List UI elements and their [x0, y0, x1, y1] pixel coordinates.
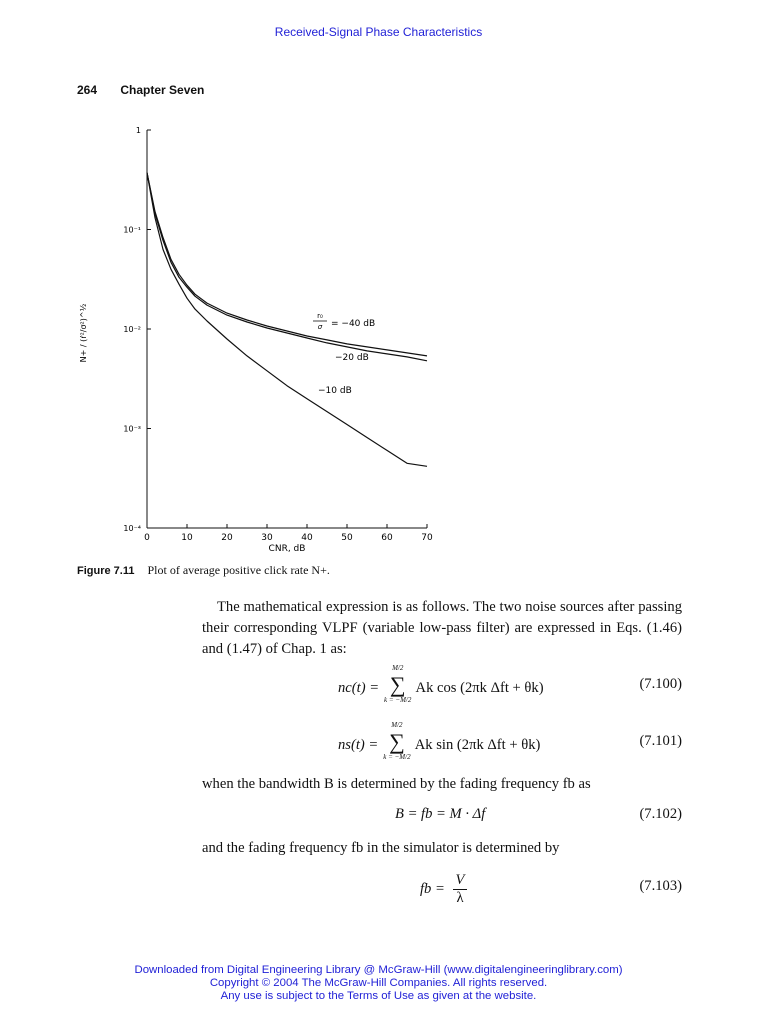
- eq100-rhs: Ak cos (2πk Δft + θk): [415, 680, 544, 696]
- eq102-expr: B = fb = M · Δf: [395, 806, 486, 822]
- eq103-numerator: V: [453, 872, 468, 890]
- eq101-sum: [383, 721, 411, 761]
- footer-notice: [0, 964, 757, 1003]
- chart-ticks: [123, 126, 433, 543]
- label-20db: −20 dB: [335, 353, 369, 363]
- x-tick-label: 60: [381, 533, 393, 543]
- eq102-number: (7.102): [639, 806, 682, 822]
- eq100-lhs: nc(t) =: [338, 680, 380, 696]
- x-tick-label: 0: [144, 533, 150, 543]
- y-tick-label: 10⁻⁴: [123, 524, 141, 533]
- label-10db: −10 dB: [318, 386, 352, 396]
- figure-caption-text: Plot of average positive click rate N+.: [147, 563, 330, 577]
- chart-axes: [147, 130, 427, 528]
- chart-series: [147, 173, 427, 467]
- y-axis-label: [79, 303, 88, 362]
- eq100-sum-upper: M/2: [392, 664, 404, 672]
- annotation-ratio: [313, 312, 375, 331]
- paragraph-3: and the fading frequency fb in the simulator is determined by: [202, 840, 560, 856]
- page-header-link[interactable]: Received-Signal Phase Characteristics: [274, 25, 483, 39]
- series-line-0: [147, 173, 427, 356]
- ratio-numerator: r₀: [317, 312, 323, 320]
- ratio-denominator: σ: [317, 323, 323, 331]
- x-tick-label: 10: [181, 533, 193, 543]
- eq101-sum-lower: k = −M/2: [383, 753, 411, 761]
- y-tick-label: 10⁻²: [123, 325, 141, 334]
- eq100-number: (7.100): [639, 676, 682, 692]
- eq101-rhs: Ak sin (2πk Δft + θk): [414, 737, 541, 753]
- x-tick-label: 50: [341, 533, 353, 543]
- sigma-icon: ∑: [389, 729, 405, 754]
- eq101-sum-upper: M/2: [391, 721, 403, 729]
- eq100-sum: [384, 664, 412, 704]
- footer-copyright: Copyright © 2004 The McGraw-Hill Companies. All rights reserved.: [209, 977, 548, 989]
- figure-caption: [77, 563, 330, 578]
- eq100-sum-lower: k = −M/2: [384, 696, 412, 704]
- series-line-2: [147, 173, 427, 467]
- x-tick-label: 40: [301, 533, 313, 543]
- x-tick-label: 20: [221, 533, 233, 543]
- x-axis-label: CNR, dB: [268, 544, 306, 554]
- footer-link-line[interactable]: Downloaded from Digital Engineering Library @ McGraw-Hill (www.digitalengineeringlibrary.com): [134, 964, 623, 976]
- y-tick-label: 10⁻¹: [123, 225, 141, 235]
- y-axis-label-text: N+ / (ṙ²/σ²)^½: [79, 303, 88, 363]
- eq103-number: (7.103): [639, 878, 682, 894]
- sigma-icon: ∑: [389, 672, 406, 697]
- paragraph-2: when the bandwidth B is determined by the fading frequency fb as: [202, 776, 591, 792]
- y-tick-label: 1: [135, 126, 141, 135]
- x-tick-label: 70: [421, 533, 433, 543]
- chapter-title: Chapter Seven: [120, 83, 205, 97]
- eq101-number: (7.101): [639, 733, 682, 749]
- label-40db: = −40 dB: [331, 319, 376, 329]
- x-tick-label: 30: [261, 533, 273, 543]
- eq103-denominator: λ: [456, 890, 464, 906]
- y-tick-label: 10⁻³: [123, 424, 141, 434]
- eq101-lhs: ns(t) =: [338, 737, 379, 753]
- figure-label: Figure 7.11: [77, 565, 135, 577]
- series-line-1: [147, 173, 427, 361]
- paragraph-1: The mathematical expression is as follows. The two noise sources after passing their corresponding VLPF (variable low-pass filter) are expressed in Eqs. (1.46) and (1.47) of Chap. 1 as:: [202, 599, 682, 657]
- eq103-fraction: [453, 872, 468, 907]
- footer-terms[interactable]: Any use is subject to the Terms of Use as given at the website.: [220, 990, 537, 1002]
- eq103-lhs: fb =: [420, 880, 445, 897]
- page-number: 264: [77, 83, 98, 97]
